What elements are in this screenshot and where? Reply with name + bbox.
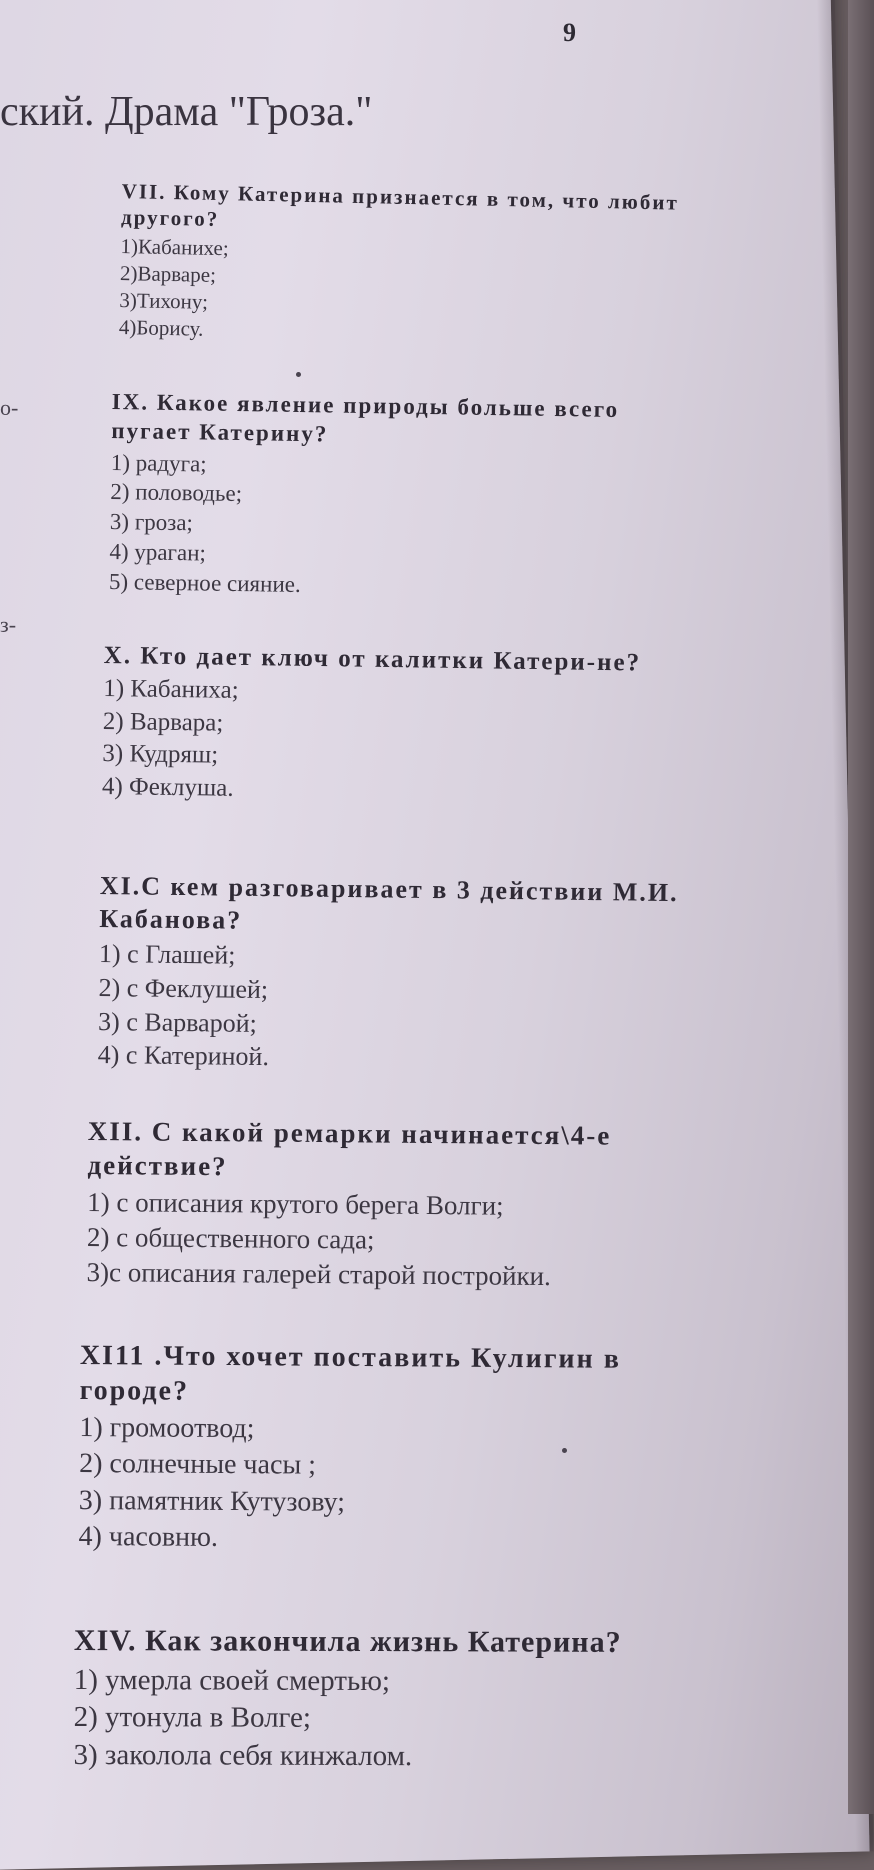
answer-option: 2)Варваре; [119, 260, 217, 287]
question-text: XI.С кем разговаривает в 3 действии М.И. Кабанова? [99, 870, 679, 935]
answer-options [109, 447, 731, 606]
question-block [102, 640, 724, 812]
question-block [109, 388, 732, 607]
answer-option: 5) северное сияние. [108, 569, 301, 598]
question-text: XII. С какой ремарки начинается\4-е действие? [87, 1116, 612, 1181]
answer-option: 2) с общественного сада; [86, 1221, 375, 1255]
answer-option: 2) половодье; [110, 479, 243, 507]
answer-options [78, 1410, 699, 1560]
answer-options [119, 232, 741, 354]
question-text: IX. Какое явление природы больше всего пугает Катерину? [111, 388, 620, 447]
question-block [98, 870, 720, 1080]
answer-option: 1) с Глашей; [98, 938, 236, 970]
page-number: 9 [563, 18, 576, 47]
answer-option: 4) с Катериной. [97, 1040, 270, 1072]
answer-option: 1) громоотвод; [79, 1411, 255, 1445]
answer-option: 3)Тихону; [119, 288, 209, 314]
answer-option: 3) памятник Кутузову; [78, 1484, 346, 1518]
page-header-title: ский. Драма "Гроза." [0, 89, 373, 135]
answer-option: 1)Кабанихе; [120, 233, 229, 260]
answer-option: 3) заколола себя кинжалом. [73, 1738, 413, 1773]
answer-option: 2) Варвара; [102, 707, 224, 737]
ink-speck [296, 372, 301, 377]
margin-fragment: о- [0, 395, 19, 420]
answer-options [98, 937, 720, 1080]
answer-option: 4) часовню. [78, 1521, 219, 1554]
answer-option: 3)с описания галерей старой постройки. [86, 1256, 551, 1291]
question-block [78, 1338, 700, 1560]
answer-option: 3) гроза; [109, 509, 194, 536]
answer-option: 3) Кудряш; [102, 740, 219, 769]
answer-option: 2) с Феклушей; [98, 972, 269, 1004]
margin-fragment: з- [0, 612, 17, 637]
question-text: X. Кто дает ключ от калитки Катери-не? [103, 641, 642, 677]
answer-options [102, 673, 724, 812]
answer-option: 1) умерла своей смертью; [73, 1663, 391, 1697]
answer-option: 4)Борису. [118, 315, 204, 342]
answer-option: 4) ураган; [109, 539, 207, 566]
answer-options [86, 1184, 707, 1295]
answer-option: 1) Кабаниха; [103, 675, 239, 705]
answer-option: 2) солнечные часы ; [79, 1448, 317, 1482]
answer-option: 4) Феклуша. [101, 772, 234, 802]
answer-option: 3) с Варварой; [97, 1006, 258, 1038]
answer-option: 1) радуга; [110, 449, 207, 476]
question-block [86, 1115, 708, 1295]
question-text: VII. Кому Катерина признается в том, что любит другого? [120, 178, 680, 232]
question-text: XIV. Как закончила жизнь Катерина? [73, 1624, 622, 1659]
question-text: XI11 .Что хочет поставить Кулигин в городе? [79, 1340, 621, 1407]
question-block [119, 178, 742, 355]
answer-option: 2) утонула в Волге; [73, 1701, 312, 1735]
answer-option: 1) с описания крутого берега Волги; [87, 1186, 504, 1221]
answer-options [73, 1661, 693, 1776]
question-block [73, 1622, 694, 1777]
